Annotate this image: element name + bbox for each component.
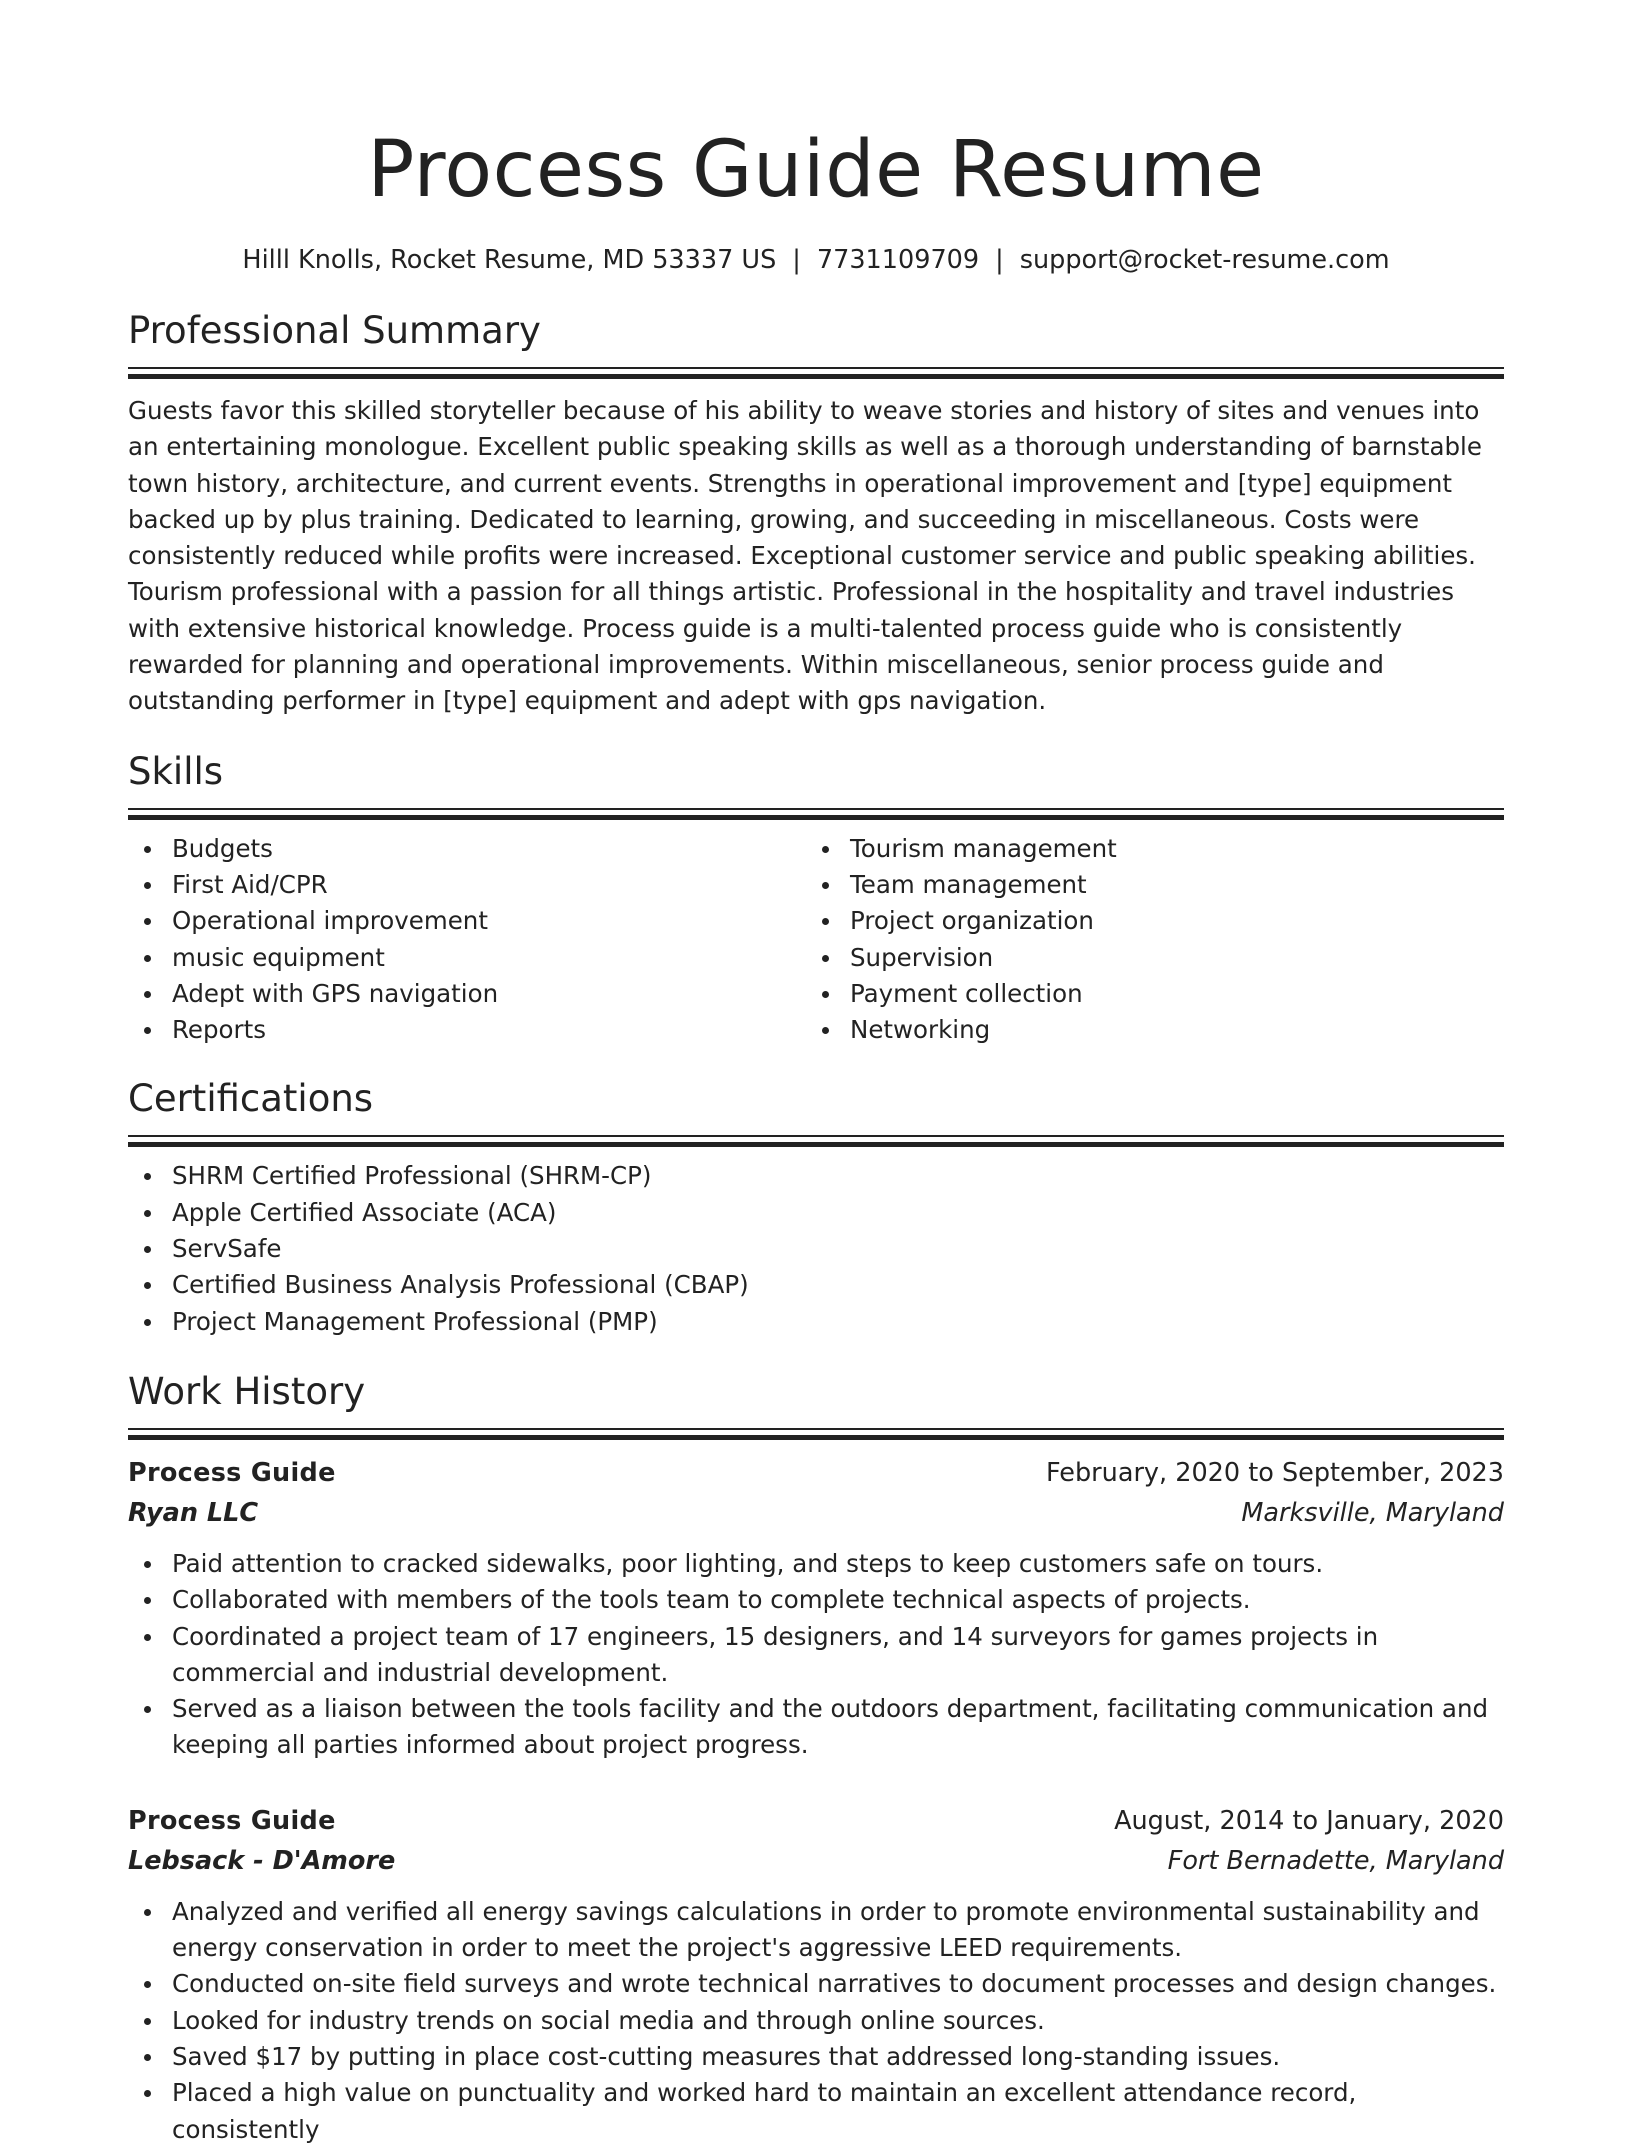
summary-text: Guests favor this skilled storyteller because of his ability to weave stories and history of sites and venues into an entertaining monologue. Excellent public speaking skills as well as a thorough understanding of barnstable town history, architecture, and current events. Strengths in operational improvement and [type] equipment backed up by plus training. Dedicated to learning, growing, and succeeding in miscellaneous. Costs were consistently reduced while profits were increased. Exceptional customer service and public speaking abilities. Tourism professional with a passion for all things artistic. Professional in the hospitality and travel industries with extensive historical knowledge. Process guide is a multi-talented process guide who is consistently rewarded for planning and operational improvements. Within miscellaneous, senior process guide and outstanding performer in [type] equipment and adept with gps navigation. [128,396,1482,716]
skill-item: Adept with GPS navigation [128,976,806,1012]
certification-item: Apple Certified Associate (ACA) [128,1195,1504,1231]
certifications-section [128,1074,1504,1339]
section-divider [128,808,1504,819]
contact-email: support@rocket-resume.com [1019,245,1390,275]
job-entry [128,1453,1504,1764]
skills-list-left [128,831,806,1049]
skill-item: Reports [128,1012,806,1048]
skill-item: Team management [806,867,1484,903]
certifications-list [128,1158,1504,1339]
job-location: Marksville, Maryland [1241,1497,1504,1528]
contact-separator: | [792,245,801,275]
section-divider [128,367,1504,378]
certification-item: Certified Business Analysis Professional (CBAP) [128,1267,1504,1303]
job-title: Process Guide [128,1805,336,1836]
skill-item: music equipment [128,940,806,976]
work-history-heading: Work History [128,1369,366,1413]
skill-item: Networking [806,1012,1484,1048]
job-subheader [128,1493,1504,1533]
job-duty-item: Analyzed and verified all energy savings calculations in order to promote environmental sustainability and energy conservation in order to meet the project's aggressive LEED requirements. [128,1894,1504,1967]
certifications-heading: Certifications [128,1077,374,1121]
job-duty-item: Coordinated a project team of 17 engineers, 15 designers, and 14 surveyors for games projects in commercial and industrial development. [128,1619,1504,1692]
job-subheader [128,1841,1504,1881]
summary-heading: Professional Summary [128,309,541,352]
job-dates: August, 2014 to January, 2020 [1114,1805,1504,1836]
resume-page [128,0,1504,2148]
job-duty-item: Conducted on-site field surveys and wrote technical narratives to document processes and design changes. [128,1966,1504,2002]
contact-address: Hilll Knolls, Rocket Resume, MD 53337 US [242,245,777,275]
job-duty-item: Collaborated with members of the tools team to complete technical aspects of projects. [128,1582,1504,1618]
job-duties-list [128,1546,1504,1764]
skill-item: Budgets [128,831,806,867]
summary-section [128,306,1504,720]
job-duty-item: Saved $17 by putting in place cost-cutting measures that addressed long-standing issues. [128,2039,1504,2075]
job-duty-item: Looked for industry trends on social media and through online sources. [128,2003,1504,2039]
job-duty-item: Paid attention to cracked sidewalks, poor lighting, and steps to keep customers safe on tours. [128,1546,1504,1582]
certification-item: ServSafe [128,1231,1504,1267]
job-location: Fort Bernadette, Maryland [1167,1845,1504,1876]
certification-item: SHRM Certified Professional (SHRM-CP) [128,1158,1504,1194]
skill-item: Project organization [806,903,1484,939]
skill-item: First Aid/CPR [128,867,806,903]
certification-item: Project Management Professional (PMP) [128,1304,1504,1340]
skill-item: Payment collection [806,976,1484,1012]
job-header [128,1453,1504,1493]
contact-phone: 7731109709 [816,245,980,275]
section-divider [128,1135,1504,1146]
skills-grid [128,819,1504,1049]
job-company: Lebsack - D'Amore [128,1845,396,1876]
skills-list-right [806,831,1484,1049]
work-history-section [128,1367,1504,2148]
resume-title: Process Guide Resume [367,125,1265,215]
skill-item: Tourism management [806,831,1484,867]
job-dates: February, 2020 to September, 2023 [1046,1457,1504,1488]
skill-item: Supervision [806,940,1484,976]
job-duty-item: Served as a liaison between the tools facility and the outdoors department, facilitating communication and keeping all parties informed about project progress. [128,1691,1504,1764]
job-duty-item: Placed a high value on punctuality and worked hard to maintain an excellent attendance record, consistently [128,2075,1504,2148]
job-duties-list [128,1894,1504,2148]
job-title: Process Guide [128,1457,336,1488]
section-divider [128,1428,1504,1439]
skills-section [128,747,1504,1049]
skill-item: Operational improvement [128,903,806,939]
job-company: Ryan LLC [128,1497,259,1528]
contact-separator: | [995,245,1004,275]
job-entry [128,1801,1504,2148]
contact-line [128,242,1504,278]
skills-heading: Skills [128,749,224,793]
job-header [128,1801,1504,1841]
